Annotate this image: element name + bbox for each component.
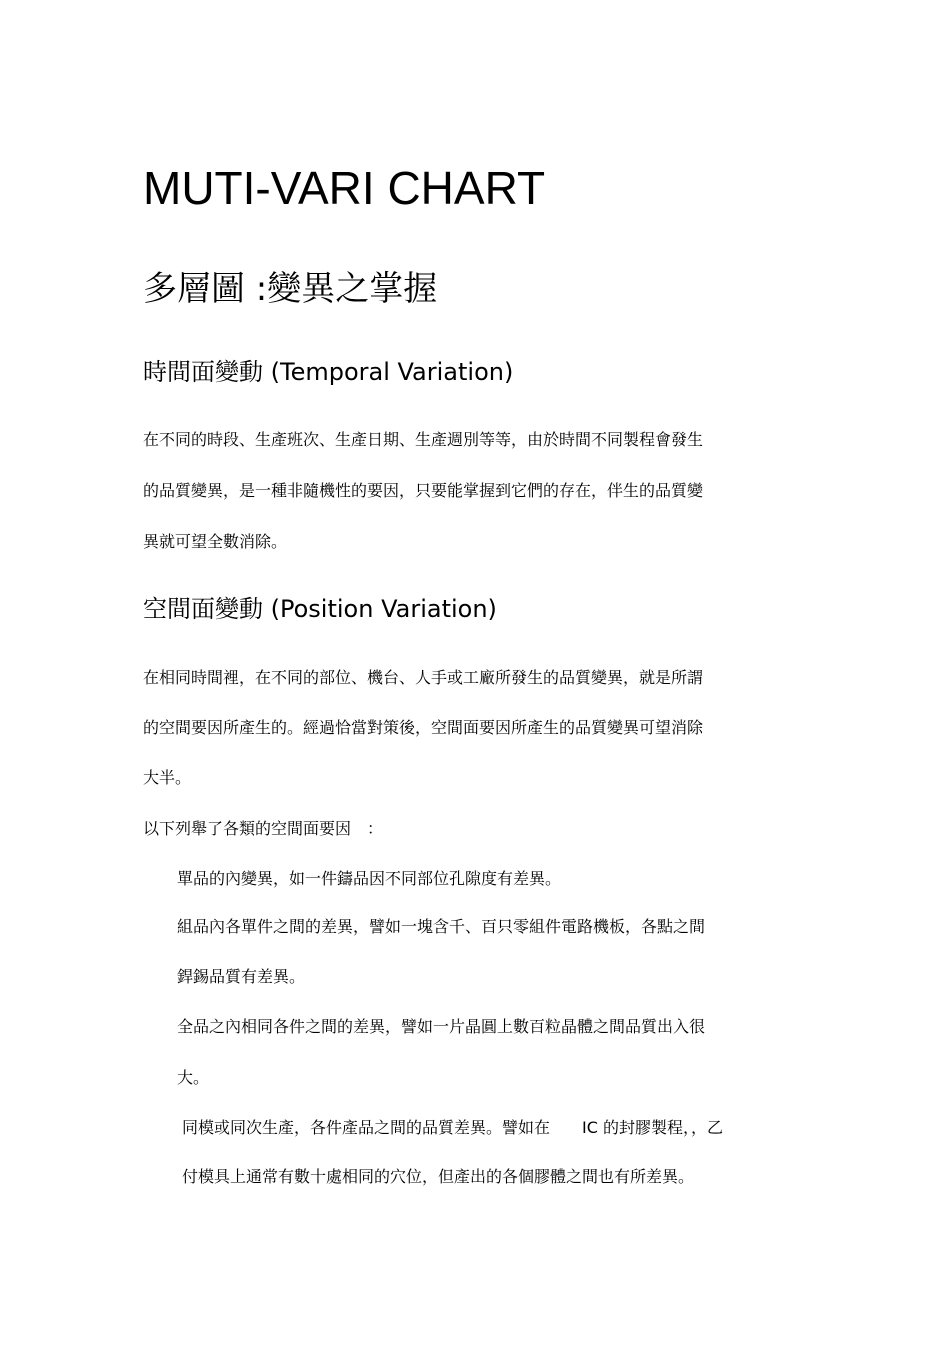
list-item-line: 單品的內變異，如一件鑄品因不同部位孔隙度有差異。 — [177, 869, 562, 888]
paragraph-line: 異就可望全數消除。 — [143, 532, 288, 551]
list-item-line: 全品之內相同各件之間的差異，譬如一片晶圓上數百粒晶體之間品質出入很 — [177, 1017, 706, 1036]
paragraph-line: 在相同時間裡，在不同的部位、機台、人手或工廠所發生的品質變異，就是所謂 — [143, 668, 704, 687]
section-heading-temporal: 時間面變動 (Temporal Variation) — [143, 358, 514, 386]
list-intro: 以下列舉了各類的空間面要因 ： — [143, 819, 384, 838]
list-item-line: 付模具上通常有數十處相同的穴位，但產出的各個膠體之間也有所差異。 — [182, 1167, 695, 1186]
paragraph-line: 大半。 — [143, 768, 192, 787]
paragraph-line: 在不同的時段、生產班次、生產日期、生產週別等等，由於時間不同製程會發生 — [143, 430, 704, 449]
list-item-line: 大。 — [177, 1068, 210, 1087]
list-item-line: 組品內各單件之間的差異，譬如一塊含千、百只零組件電路機板，各點之間 — [177, 917, 706, 936]
document-title: MUTI-VARI CHART — [143, 162, 546, 214]
list-item-line: 銲錫品質有差異。 — [177, 967, 306, 986]
paragraph-line: 的空間要因所產生的。經過恰當對策後，空間面要因所產生的品質變異可望消除 — [143, 718, 704, 737]
list-item-line: 同模或同次生產，各件產品之間的品質差異。譬如在 IC 的封膠製程，，乙 — [182, 1118, 723, 1137]
section-heading-position: 空間面變動 (Position Variation) — [143, 595, 497, 623]
paragraph-line: 的品質變異，是一種非隨機性的要因，只要能掌握到它們的存在，伴生的品質變 — [143, 481, 704, 500]
document-subtitle: 多層圖 :變異之掌握 — [143, 269, 438, 309]
